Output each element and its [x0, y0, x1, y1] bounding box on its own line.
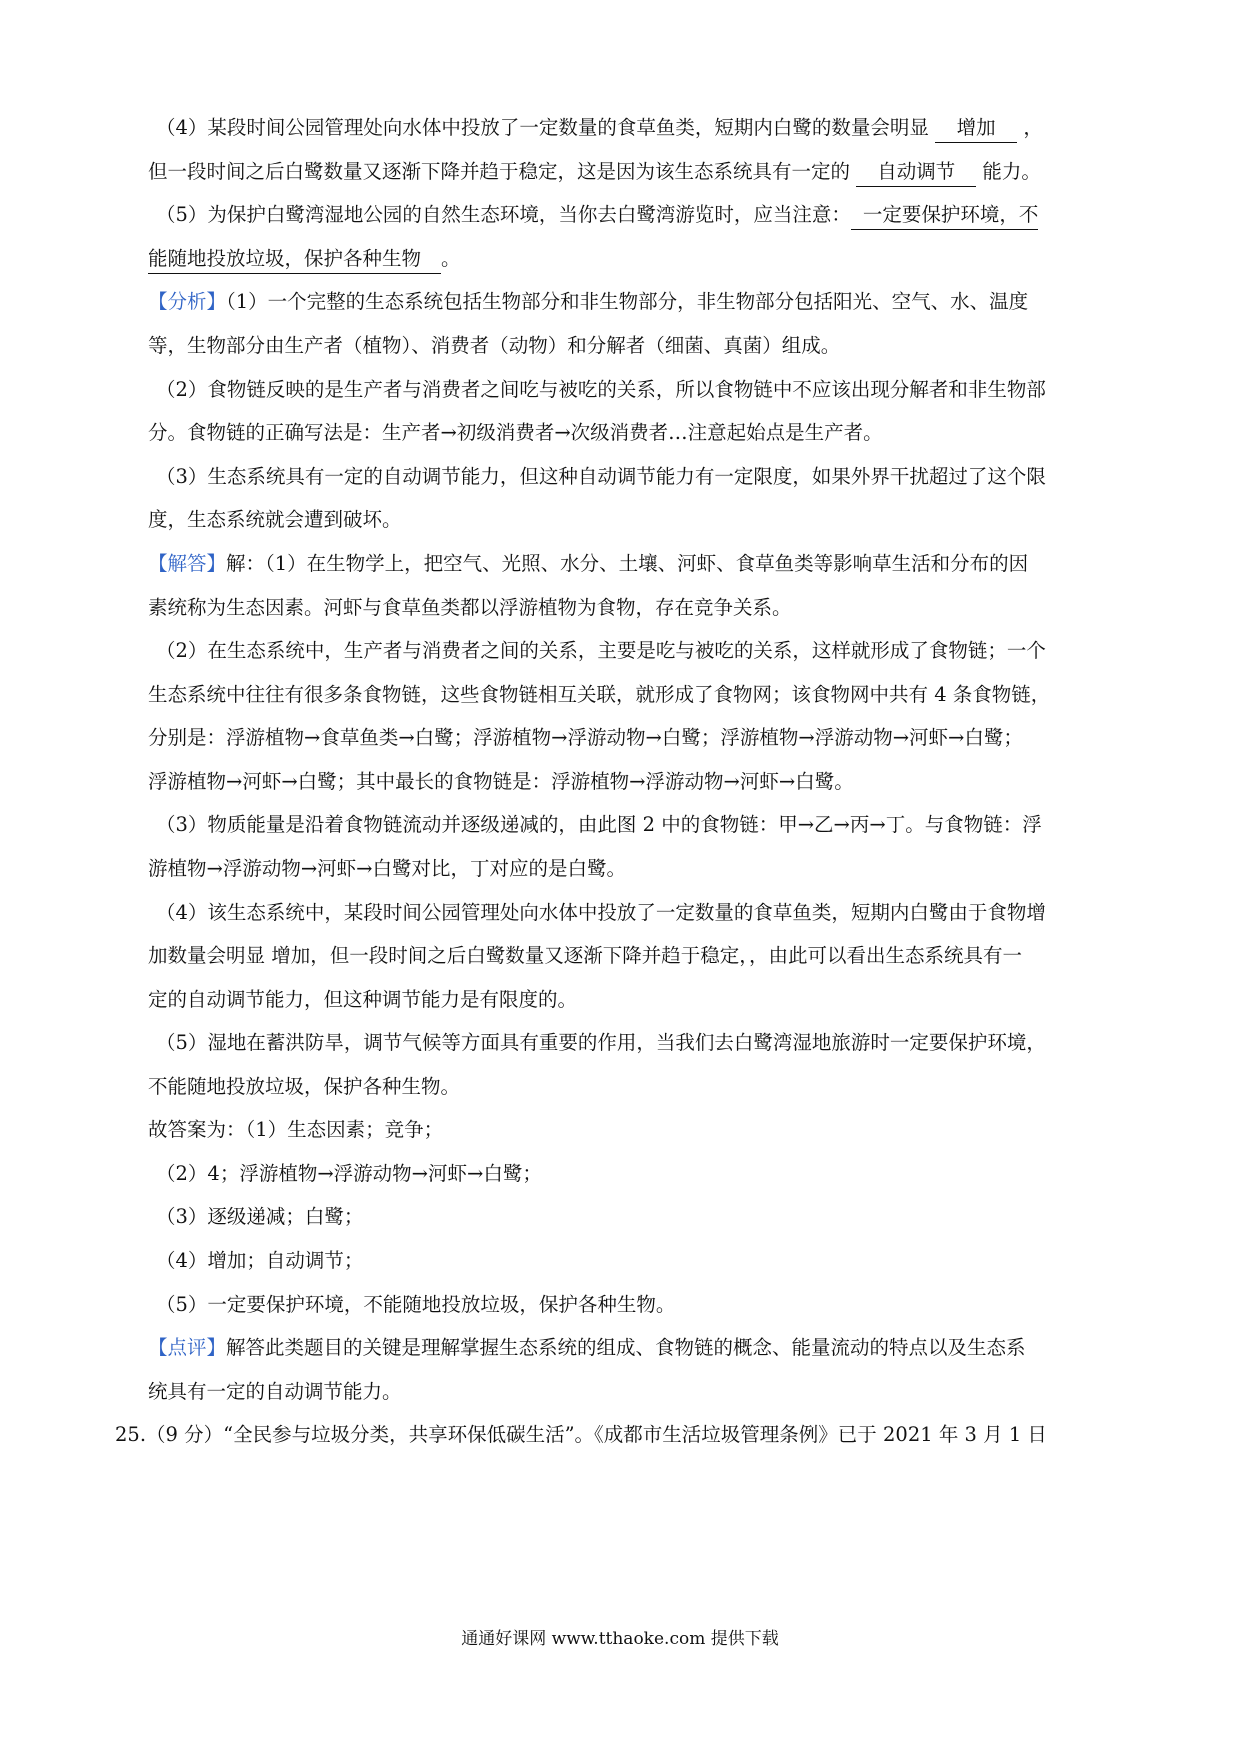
q24-part4-text2: 但一段时间之后白鹭数量又逐渐下降并趋于稳定，这是因为该生态系统具有一定的: [148, 160, 851, 183]
solution-p3-l1: （3）物质能量是沿着食物链流动并逐级递减的，由此图 2 中的食物链：甲→乙→丙→丁。与食物链：浮: [156, 813, 1042, 836]
q24-part5-line2: [148, 244, 1128, 274]
analysis-p1-l2: 等，生物部分由生产者（植物）、消费者（动物）和分解者（细菌、真菌）组成。: [148, 334, 841, 357]
answer-blank-protect-2: 能随地投放垃圾，保护各种生物: [148, 245, 441, 274]
q24-part4-text: （4）某段时间公园管理处向水体中投放了一定数量的食草鱼类，短期内白鹭的数量会明显: [156, 116, 929, 139]
q24-part5-text: （5）为保护白鹭湾湿地公园的自然生态环境，当你去白鹭湾游览时，应当注意：: [156, 203, 851, 226]
solution-p2-l2: 生态系统中往往有很多条食物链，这些食物链相互关联，就形成了食物网；该食物网中共有 4 条食物链，: [148, 683, 1051, 706]
solution-p1-l1: [148, 549, 1128, 579]
q24-part5-line1: [156, 200, 1136, 230]
comment-line-1: [148, 1333, 1128, 1363]
solution-tag: 【解答】: [148, 552, 227, 575]
q24-part4-line1: [156, 113, 1136, 143]
answer-blank-protect-1: 一定要保护环境，不: [851, 201, 1039, 230]
answer-blank-increase: 增加: [935, 114, 1017, 143]
solution-p2-l3: 分别是：浮游植物→食草鱼类→白鹭；浮游植物→浮游动物→白鹭；浮游植物→浮游动物→河虾→白鹭；: [148, 726, 1023, 749]
solution-p1-l2: 素统称为生态因素。河虾与食草鱼类都以浮游植物为食物，存在竞争关系。: [148, 596, 792, 619]
comment-text: 解答此类题目的关键是理解掌握生态系统的组成、食物链的概念、能量流动的特点以及生态系: [226, 1336, 1026, 1359]
solution-text: 解：（1）在生物学上，把空气、光照、水分、土壤、河虾、食草鱼类等影响草生活和分布的因: [226, 552, 1029, 575]
solution-p4-l3: 定的自动调节能力，但这种调节能力是有限度的。: [148, 988, 578, 1011]
q24-part4-line2: [148, 157, 1128, 187]
q24-part4-punct: ，: [1023, 116, 1043, 139]
answer-line-5: （5）一定要保护环境，不能随地投放垃圾，保护各种生物。: [156, 1293, 676, 1316]
solution-p3-l2: 游植物→浮游动物→河虾→白鹭对比，丁对应的是白鹭。: [148, 857, 627, 880]
answer-line-3: （3）逐级递减；白鹭；: [156, 1205, 364, 1228]
analysis-p2-l1: （2）食物链反映的是生产者与消费者之间吃与被吃的关系，所以食物链中不应该出现分解者和非生物部: [156, 378, 1046, 401]
solution-p4-l2: 加数量会明显 增加，但一段时间之后白鹭数量又逐渐下降并趋于稳定，，由此可以看出生态系统具有一: [148, 944, 1022, 967]
solution-p5-l1: （5）湿地在蓄洪防旱，调节气候等方面具有重要的作用，当我们去白鹭湾湿地旅游时一定要保护环境，: [156, 1031, 1046, 1054]
q24-part4-end: 能力。: [982, 160, 1041, 183]
analysis-p1-l1: [148, 287, 1128, 317]
page-footer: 通通好课网 www.tthaoke.com 提供下载: [461, 1629, 779, 1649]
analysis-tag: 【分析】: [148, 290, 227, 313]
solution-p2-l1: （2）在生态系统中，生产者与消费者之间的关系，主要是吃与被吃的关系，这样就形成了食物链；一个: [156, 639, 1046, 662]
answer-line-1: 故答案为：（1）生态因素；竞争；: [148, 1118, 444, 1141]
question-25: 25.（9 分）“全民参与垃圾分类，共享环保低碳生活”。《成都市生活垃圾管理条例》已于 2021 年 3 月 1 日: [115, 1423, 1047, 1446]
q24-part5-end: 。: [441, 247, 461, 270]
answer-line-2: （2）4；浮游植物→浮游动物→河虾→白鹭；: [156, 1162, 542, 1185]
solution-p5-l2: 不能随地投放垃圾，保护各种生物。: [148, 1075, 461, 1098]
answer-line-4: （4）增加；自动调节；: [156, 1249, 364, 1272]
answer-blank-self-regulation: 自动调节: [856, 158, 976, 187]
solution-p2-l4: 浮游植物→河虾→白鹭；其中最长的食物链是：浮游植物→浮游动物→河虾→白鹭。: [148, 770, 854, 793]
analysis-p2-l2: 分。食物链的正确写法是：生产者→初级消费者→次级消费者…注意起始点是生产者。: [148, 421, 883, 444]
solution-p4-l1: （4）该生态系统中，某段时间公园管理处向水体中投放了一定数量的食草鱼类，短期内白鹭由于食物增: [156, 901, 1046, 924]
analysis-p3-l1: （3）生态系统具有一定的自动调节能力，但这种自动调节能力有一定限度，如果外界干扰超过了这个限: [156, 465, 1046, 488]
analysis-text: （1）一个完整的生态系统包括生物部分和非生物部分，非生物部分包括阳光、空气、水、温度: [226, 290, 1029, 313]
comment-tag: 【点评】: [148, 1336, 227, 1359]
analysis-p3-l2: 度，生态系统就会遭到破坏。: [148, 508, 402, 531]
comment-line-2: 统具有一定的自动调节能力。: [148, 1380, 402, 1403]
